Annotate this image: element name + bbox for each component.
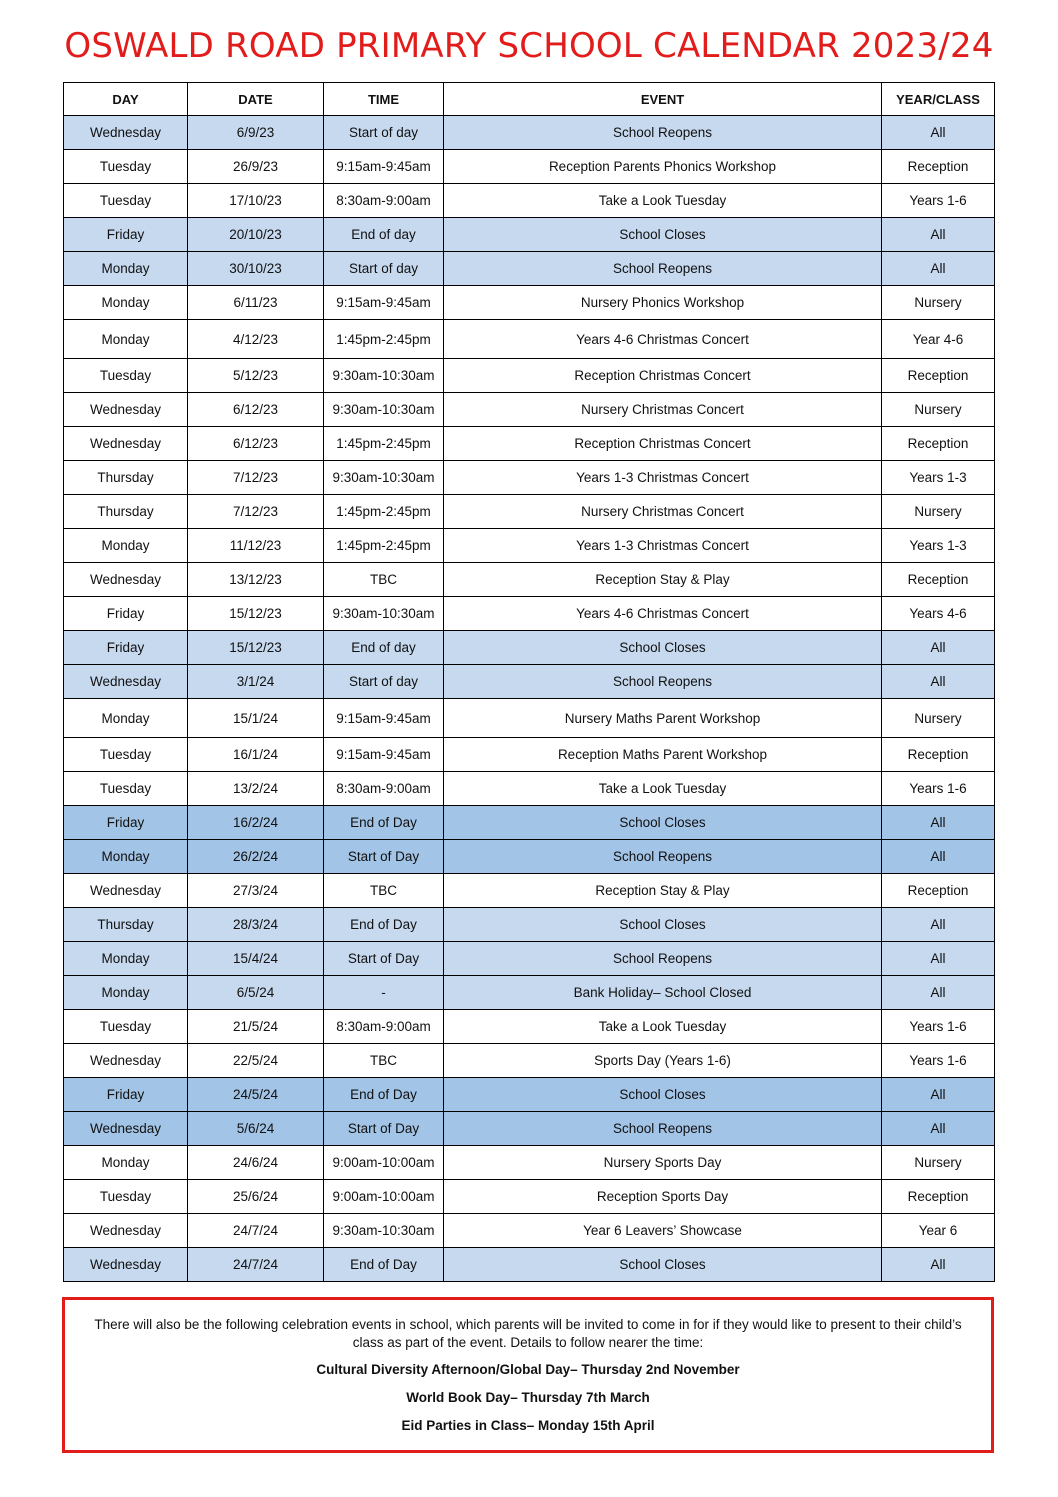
cell-date: 6/12/23 [188,393,324,427]
cell-event: Years 1-3 Christmas Concert [444,461,882,495]
cell-year-class: All [882,942,995,976]
cell-time: 9:30am-10:30am [324,359,444,393]
cell-event: Nursery Sports Day [444,1146,882,1180]
cell-event: School Closes [444,1078,882,1112]
cell-day: Wednesday [64,665,188,699]
cell-day: Wednesday [64,1248,188,1282]
table-header-row [64,83,995,116]
column-header-time: TIME [324,83,444,116]
cell-event: School Closes [444,631,882,665]
cell-day: Thursday [64,908,188,942]
cell-day: Thursday [64,495,188,529]
table-row [64,529,995,563]
cell-year-class: All [882,840,995,874]
cell-event: School Closes [444,1248,882,1282]
cell-event: Reception Stay & Play [444,874,882,908]
cell-year-class: Reception [882,150,995,184]
cell-time: - [324,976,444,1010]
table-row [64,184,995,218]
cell-date: 26/9/23 [188,150,324,184]
cell-time: 1:45pm-2:45pm [324,529,444,563]
cell-date: 24/7/24 [188,1214,324,1248]
table-row [64,252,995,286]
cell-time: Start of day [324,665,444,699]
cell-day: Friday [64,597,188,631]
cell-time: TBC [324,1044,444,1078]
cell-time: 8:30am-9:00am [324,1010,444,1044]
table-row [64,563,995,597]
cell-event: Reception Parents Phonics Workshop [444,150,882,184]
cell-day: Wednesday [64,393,188,427]
cell-time: 1:45pm-2:45pm [324,495,444,529]
cell-time: 1:45pm-2:45pm [324,320,444,359]
cell-date: 15/1/24 [188,699,324,738]
cell-event: School Reopens [444,665,882,699]
table-row [64,1112,995,1146]
cell-year-class: Nursery [882,699,995,738]
cell-date: 21/5/24 [188,1010,324,1044]
table-row [64,1146,995,1180]
cell-event: Nursery Christmas Concert [444,393,882,427]
cell-day: Monday [64,1146,188,1180]
cell-event: Take a Look Tuesday [444,1010,882,1044]
cell-day: Monday [64,699,188,738]
cell-year-class: Reception [882,427,995,461]
cell-date: 6/9/23 [188,116,324,150]
cell-date: 13/12/23 [188,563,324,597]
cell-year-class: Year 6 [882,1214,995,1248]
cell-date: 15/12/23 [188,597,324,631]
cell-year-class: All [882,908,995,942]
notes-intro: There will also be the following celebration events in school, which parents will be invited to come in for if they would like to present to their child’s class as part of the event. Details to follow nearer the time: [94,1317,962,1350]
cell-year-class: All [882,976,995,1010]
table-row [64,1010,995,1044]
cell-date: 28/3/24 [188,908,324,942]
cell-year-class: Years 1-6 [882,1010,995,1044]
cell-event: Years 4-6 Christmas Concert [444,597,882,631]
cell-day: Friday [64,218,188,252]
celebration-notes-box [62,1297,994,1453]
table-row [64,908,995,942]
cell-day: Friday [64,806,188,840]
cell-date: 7/12/23 [188,495,324,529]
cell-event: Nursery Maths Parent Workshop [444,699,882,738]
table-row [64,1248,995,1282]
cell-date: 4/12/23 [188,320,324,359]
cell-time: 9:30am-10:30am [324,461,444,495]
table-row [64,772,995,806]
cell-date: 15/4/24 [188,942,324,976]
cell-event: Years 4-6 Christmas Concert [444,320,882,359]
cell-year-class: All [882,116,995,150]
cell-event: Year 6 Leavers’ Showcase [444,1214,882,1248]
cell-time: 9:30am-10:30am [324,1214,444,1248]
table-row [64,116,995,150]
cell-day: Tuesday [64,1010,188,1044]
cell-day: Tuesday [64,150,188,184]
cell-day: Monday [64,529,188,563]
column-header-date: DATE [188,83,324,116]
cell-date: 16/2/24 [188,806,324,840]
cell-event: School Closes [444,218,882,252]
table-row [64,665,995,699]
cell-time: End of Day [324,908,444,942]
cell-time: Start of day [324,252,444,286]
cell-date: 6/12/23 [188,427,324,461]
cell-date: 27/3/24 [188,874,324,908]
cell-time: End of day [324,218,444,252]
cell-year-class: All [882,631,995,665]
cell-day: Tuesday [64,1180,188,1214]
cell-year-class: Nursery [882,1146,995,1180]
cell-date: 26/2/24 [188,840,324,874]
cell-time: 1:45pm-2:45pm [324,427,444,461]
cell-date: 25/6/24 [188,1180,324,1214]
cell-year-class: Nursery [882,286,995,320]
cell-time: End of Day [324,1078,444,1112]
cell-event: Nursery Christmas Concert [444,495,882,529]
notes-event: World Book Day– Thursday 7th March [406,1390,650,1405]
cell-time: End of Day [324,1248,444,1282]
cell-event: Sports Day (Years 1-6) [444,1044,882,1078]
cell-event: Reception Sports Day [444,1180,882,1214]
table-row [64,942,995,976]
table-row [64,495,995,529]
cell-time: Start of Day [324,942,444,976]
cell-day: Monday [64,286,188,320]
cell-year-class: Nursery [882,495,995,529]
cell-time: End of Day [324,806,444,840]
cell-date: 24/6/24 [188,1146,324,1180]
cell-date: 20/10/23 [188,218,324,252]
table-row [64,1044,995,1078]
notes-event: Eid Parties in Class– Monday 15th April [401,1418,655,1433]
cell-event: Nursery Phonics Workshop [444,286,882,320]
cell-day: Wednesday [64,1044,188,1078]
cell-year-class: All [882,252,995,286]
cell-date: 17/10/23 [188,184,324,218]
cell-event: Years 1-3 Christmas Concert [444,529,882,563]
cell-event: School Reopens [444,840,882,874]
cell-year-class: Year 4-6 [882,320,995,359]
cell-date: 16/1/24 [188,738,324,772]
table-row [64,1078,995,1112]
cell-year-class: Years 1-6 [882,1044,995,1078]
table-row [64,427,995,461]
cell-year-class: Years 1-3 [882,529,995,563]
table-row [64,806,995,840]
table-row [64,738,995,772]
cell-time: 8:30am-9:00am [324,184,444,218]
cell-date: 24/5/24 [188,1078,324,1112]
column-header-day: DAY [64,83,188,116]
cell-day: Tuesday [64,738,188,772]
cell-event: Take a Look Tuesday [444,772,882,806]
table-row [64,150,995,184]
cell-year-class: Reception [882,738,995,772]
cell-event: School Reopens [444,1112,882,1146]
table-row [64,218,995,252]
table-row [64,1214,995,1248]
cell-year-class: All [882,218,995,252]
cell-year-class: Years 1-3 [882,461,995,495]
cell-date: 6/11/23 [188,286,324,320]
cell-date: 3/1/24 [188,665,324,699]
cell-time: 9:15am-9:45am [324,738,444,772]
cell-date: 24/7/24 [188,1248,324,1282]
cell-time: End of day [324,631,444,665]
cell-time: TBC [324,563,444,597]
cell-date: 13/2/24 [188,772,324,806]
cell-year-class: All [882,665,995,699]
table-row [64,976,995,1010]
cell-day: Monday [64,942,188,976]
cell-day: Wednesday [64,1112,188,1146]
cell-year-class: All [882,1248,995,1282]
cell-event: School Closes [444,908,882,942]
page-title: OSWALD ROAD PRIMARY SCHOOL CALENDAR 2023/24 [64,26,994,66]
cell-year-class: Reception [882,874,995,908]
cell-date: 15/12/23 [188,631,324,665]
cell-year-class: Years 4-6 [882,597,995,631]
cell-year-class: Years 1-6 [882,184,995,218]
cell-day: Wednesday [64,116,188,150]
cell-day: Friday [64,631,188,665]
cell-time: 9:00am-10:00am [324,1180,444,1214]
cell-date: 30/10/23 [188,252,324,286]
table-row [64,631,995,665]
cell-event: Reception Maths Parent Workshop [444,738,882,772]
cell-event: School Reopens [444,116,882,150]
cell-event: Reception Christmas Concert [444,427,882,461]
cell-day: Friday [64,1078,188,1112]
cell-date: 6/5/24 [188,976,324,1010]
table-row [64,1180,995,1214]
cell-day: Wednesday [64,874,188,908]
cell-time: Start of Day [324,1112,444,1146]
column-header-year-class: YEAR/CLASS [882,83,995,116]
cell-day: Wednesday [64,563,188,597]
calendar-table [63,82,995,1282]
cell-event: Reception Christmas Concert [444,359,882,393]
cell-event: School Closes [444,806,882,840]
cell-day: Monday [64,320,188,359]
table-row [64,393,995,427]
cell-time: Start of day [324,116,444,150]
table-row [64,699,995,738]
cell-day: Thursday [64,461,188,495]
table-row [64,320,995,359]
cell-time: 9:15am-9:45am [324,699,444,738]
cell-year-class: All [882,806,995,840]
cell-day: Monday [64,976,188,1010]
cell-date: 11/12/23 [188,529,324,563]
cell-year-class: All [882,1112,995,1146]
table-body [64,116,995,1282]
cell-day: Tuesday [64,184,188,218]
cell-day: Monday [64,252,188,286]
cell-date: 5/6/24 [188,1112,324,1146]
cell-time: 9:15am-9:45am [324,150,444,184]
cell-time: 9:30am-10:30am [324,597,444,631]
cell-event: School Reopens [444,942,882,976]
cell-day: Tuesday [64,772,188,806]
table-row [64,874,995,908]
cell-time: 8:30am-9:00am [324,772,444,806]
cell-date: 22/5/24 [188,1044,324,1078]
cell-date: 7/12/23 [188,461,324,495]
table-row [64,461,995,495]
cell-year-class: Reception [882,1180,995,1214]
cell-year-class: Reception [882,359,995,393]
column-header-event: EVENT [444,83,882,116]
cell-day: Wednesday [64,427,188,461]
cell-event: School Reopens [444,252,882,286]
notes-event: Cultural Diversity Afternoon/Global Day– Thursday 2nd November [316,1362,740,1377]
cell-time: 9:00am-10:00am [324,1146,444,1180]
cell-time: Start of Day [324,840,444,874]
cell-event: Take a Look Tuesday [444,184,882,218]
table-row [64,597,995,631]
cell-time: 9:30am-10:30am [324,393,444,427]
cell-date: 5/12/23 [188,359,324,393]
cell-year-class: Reception [882,563,995,597]
cell-time: TBC [324,874,444,908]
cell-day: Wednesday [64,1214,188,1248]
cell-year-class: Years 1-6 [882,772,995,806]
cell-event: Reception Stay & Play [444,563,882,597]
cell-year-class: All [882,1078,995,1112]
cell-day: Monday [64,840,188,874]
table-row [64,286,995,320]
table-row [64,840,995,874]
table-row [64,359,995,393]
cell-day: Tuesday [64,359,188,393]
cell-year-class: Nursery [882,393,995,427]
cell-event: Bank Holiday– School Closed [444,976,882,1010]
cell-time: 9:15am-9:45am [324,286,444,320]
